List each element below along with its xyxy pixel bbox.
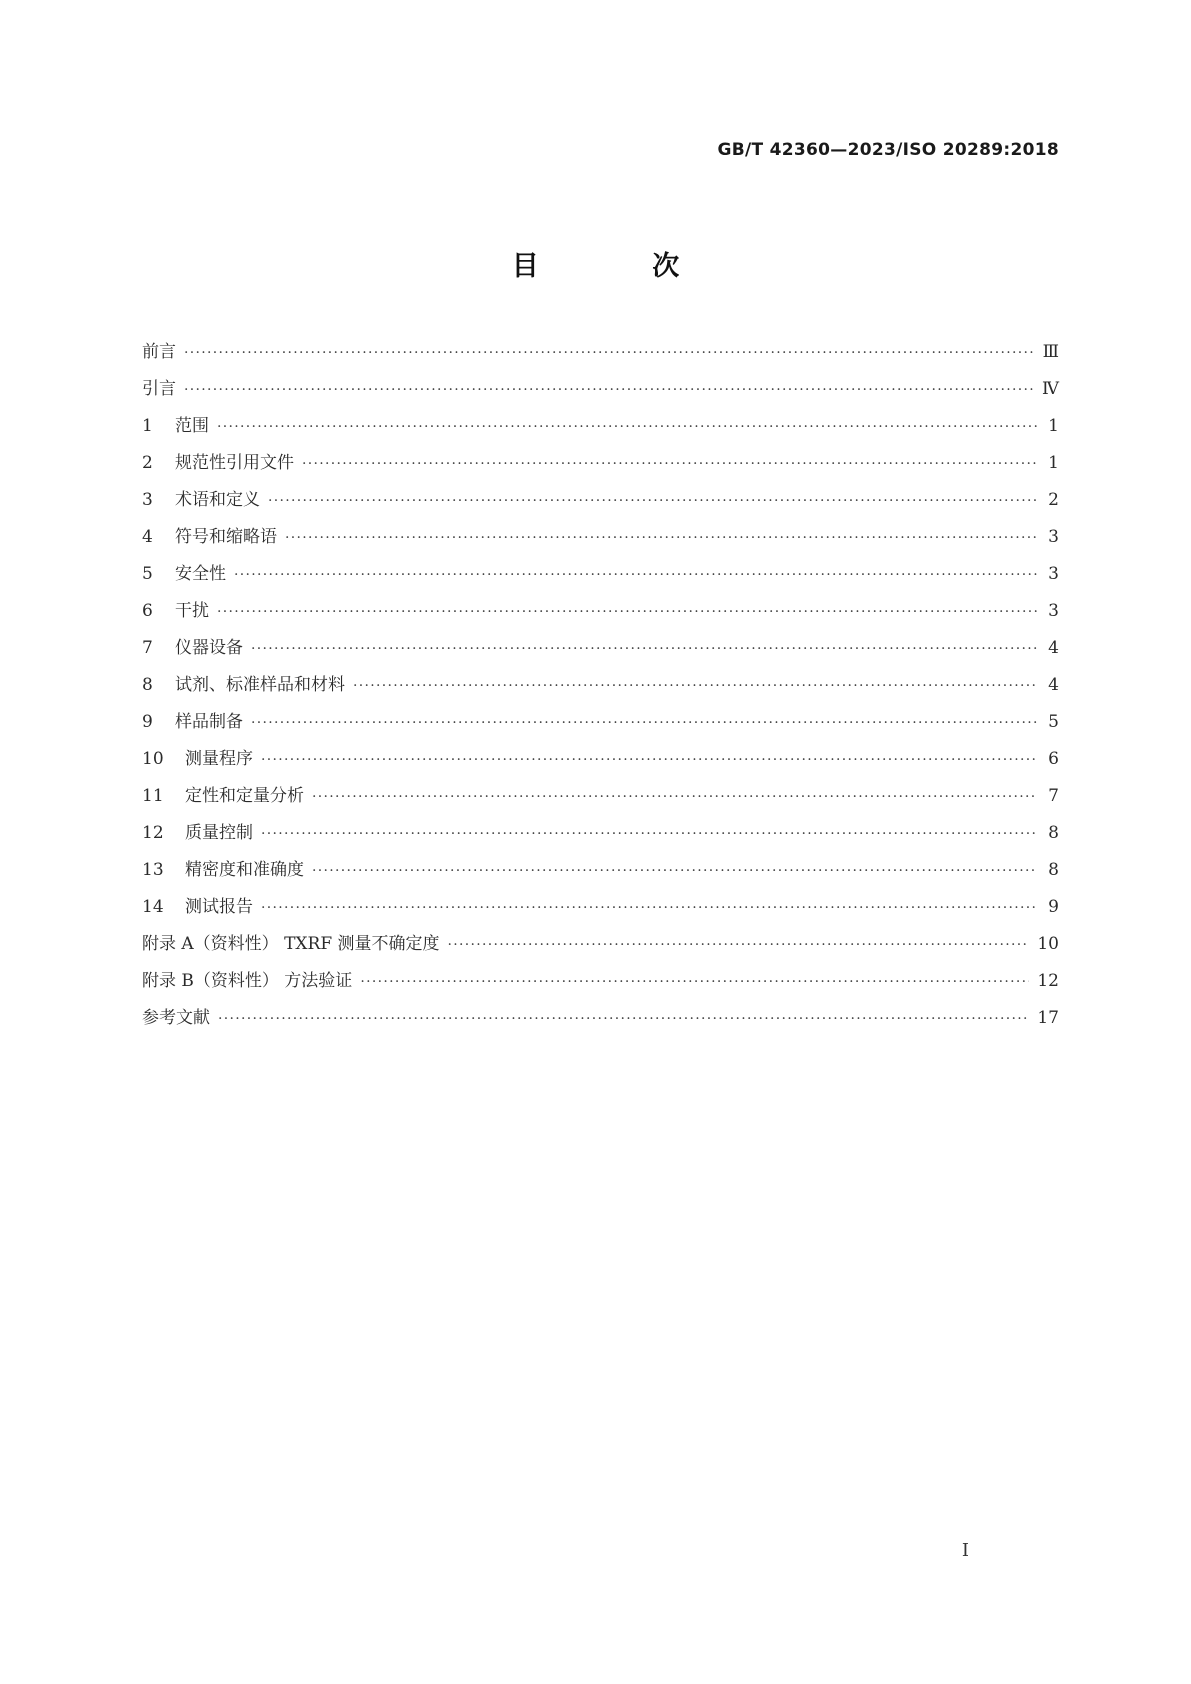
toc-entry-label: [142, 636, 251, 660]
toc-entry-label: [142, 488, 268, 512]
toc-entry-page: 9: [1048, 897, 1059, 917]
toc-entry-preface[interactable]: [142, 340, 1059, 377]
toc-entry-label: [142, 932, 448, 956]
toc-entry-label: [142, 858, 312, 882]
toc-dot-leader: [261, 896, 1037, 920]
toc-list: [142, 340, 1059, 1043]
toc-entry-label: [142, 599, 217, 623]
toc-entry-page: Ⅳ: [1042, 379, 1059, 399]
toc-entry-symbols[interactable]: [142, 525, 1059, 562]
toc-entry-text: 干扰: [175, 601, 209, 621]
toc-entry-page: 6: [1048, 749, 1059, 769]
toc-entry-number: 14: [142, 897, 164, 917]
toc-dot-leader: [184, 378, 1034, 402]
toc-entry-text: 附录 B（资料性） 方法验证: [142, 971, 353, 991]
toc-entry-text: 前言: [142, 342, 176, 362]
toc-entry-number: 1: [142, 416, 153, 436]
toc-entry-measurement-procedure[interactable]: [142, 747, 1059, 784]
toc-entry-page: 1: [1048, 453, 1059, 473]
toc-entry-number: 6: [142, 601, 153, 621]
toc-entry-number: 13: [142, 860, 164, 880]
toc-entry-text: 样品制备: [175, 712, 243, 732]
toc-entry-page: 7: [1048, 786, 1059, 806]
toc-entry-page: 3: [1048, 564, 1059, 584]
toc-entry-number: 4: [142, 527, 153, 547]
toc-entry-label: [142, 562, 234, 586]
toc-entry-page: 1: [1048, 416, 1059, 436]
toc-dot-leader: [312, 785, 1037, 809]
toc-dot-leader: [261, 748, 1037, 772]
toc-entry-label: [142, 969, 360, 993]
toc-dot-leader: [312, 859, 1037, 883]
toc-entry-text: 引言: [142, 379, 176, 399]
toc-entry-annex-a[interactable]: [142, 932, 1059, 969]
toc-entry-analysis[interactable]: [142, 784, 1059, 821]
toc-entry-number: 12: [142, 823, 164, 843]
toc-entry-text: 术语和定义: [175, 490, 260, 510]
toc-entry-label: [142, 784, 312, 808]
toc-entry-text: 规范性引用文件: [175, 453, 294, 473]
toc-entry-sample-preparation[interactable]: [142, 710, 1059, 747]
toc-dot-leader: [302, 452, 1037, 476]
toc-entry-text: 定性和定量分析: [185, 786, 304, 806]
toc-entry-text: 范围: [175, 416, 209, 436]
toc-entry-number: 11: [142, 786, 164, 806]
toc-entry-page: 8: [1048, 860, 1059, 880]
toc-entry-label: [142, 747, 261, 771]
toc-entry-quality-control[interactable]: [142, 821, 1059, 858]
toc-entry-text: 质量控制: [185, 823, 253, 843]
toc-entry-text: 符号和缩略语: [175, 527, 277, 547]
toc-entry-page: 5: [1048, 712, 1059, 732]
toc-entry-page: 4: [1048, 638, 1059, 658]
toc-entry-label: [142, 673, 353, 697]
toc-entry-normative-references[interactable]: [142, 451, 1059, 488]
toc-entry-number: 7: [142, 638, 153, 658]
toc-entry-interference[interactable]: [142, 599, 1059, 636]
page-number: I: [961, 1540, 969, 1561]
toc-entry-annex-b[interactable]: [142, 969, 1059, 1006]
toc-entry-label: [142, 1006, 218, 1030]
toc-dot-leader: [234, 563, 1037, 587]
toc-dot-leader: [184, 341, 1035, 365]
toc-dot-leader: [217, 600, 1037, 624]
toc-entry-text: 试剂、标准样品和材料: [175, 675, 345, 695]
toc-entry-number: 3: [142, 490, 153, 510]
toc-entry-test-report[interactable]: [142, 895, 1059, 932]
toc-entry-page: Ⅲ: [1042, 342, 1059, 362]
toc-entry-page: 3: [1048, 601, 1059, 621]
toc-entry-page: 17: [1037, 1008, 1059, 1028]
toc-entry-page: 10: [1037, 934, 1059, 954]
toc-entry-page: 8: [1048, 823, 1059, 843]
toc-dot-leader: [268, 489, 1037, 513]
toc-dot-leader: [217, 415, 1037, 439]
toc-entry-text: 测量程序: [185, 749, 253, 769]
toc-entry-label: [142, 340, 184, 364]
toc-title: 目 次: [511, 251, 732, 282]
toc-entry-number: 9: [142, 712, 153, 732]
toc-entry-label: [142, 525, 285, 549]
toc-entry-terms-definitions[interactable]: [142, 488, 1059, 525]
toc-dot-leader: [261, 822, 1037, 846]
toc-dot-leader: [285, 526, 1037, 550]
standard-number: GB/T 42360—2023/ISO 20289:2018: [717, 140, 1059, 160]
toc-entry-page: 2: [1048, 490, 1059, 510]
toc-entry-text: 附录 A（资料性） TXRF 测量不确定度: [142, 934, 440, 954]
toc-entry-text: 安全性: [175, 564, 226, 584]
toc-entry-number: 8: [142, 675, 153, 695]
toc-entry-number: 5: [142, 564, 153, 584]
toc-entry-label: [142, 377, 184, 401]
toc-dot-leader: [360, 970, 1029, 994]
toc-entry-label: [142, 895, 261, 919]
toc-dot-leader: [448, 933, 1030, 957]
toc-entry-precision[interactable]: [142, 858, 1059, 895]
toc-entry-scope[interactable]: [142, 414, 1059, 451]
toc-dot-leader: [251, 637, 1037, 661]
toc-entry-page: 3: [1048, 527, 1059, 547]
toc-entry-label: [142, 710, 251, 734]
toc-entry-text: 精密度和准确度: [185, 860, 304, 880]
toc-dot-leader: [353, 674, 1037, 698]
toc-entry-text: 参考文献: [142, 1008, 210, 1028]
toc-entry-text: 测试报告: [185, 897, 253, 917]
toc-dot-leader: [251, 711, 1037, 735]
toc-entry-apparatus[interactable]: [142, 636, 1059, 673]
toc-entry-label: [142, 451, 302, 475]
toc-entry-safety[interactable]: [142, 562, 1059, 599]
toc-entry-number: 10: [142, 749, 164, 769]
toc-entry-page: 12: [1037, 971, 1059, 991]
toc-entry-page: 4: [1048, 675, 1059, 695]
toc-dot-leader: [218, 1007, 1029, 1031]
toc-entry-number: 2: [142, 453, 153, 473]
toc-entry-text: 仪器设备: [175, 638, 243, 658]
toc-entry-label: [142, 821, 261, 845]
toc-entry-reagents[interactable]: [142, 673, 1059, 710]
toc-entry-label: [142, 414, 217, 438]
toc-entry-introduction[interactable]: [142, 377, 1059, 414]
toc-entry-bibliography[interactable]: [142, 1006, 1059, 1043]
